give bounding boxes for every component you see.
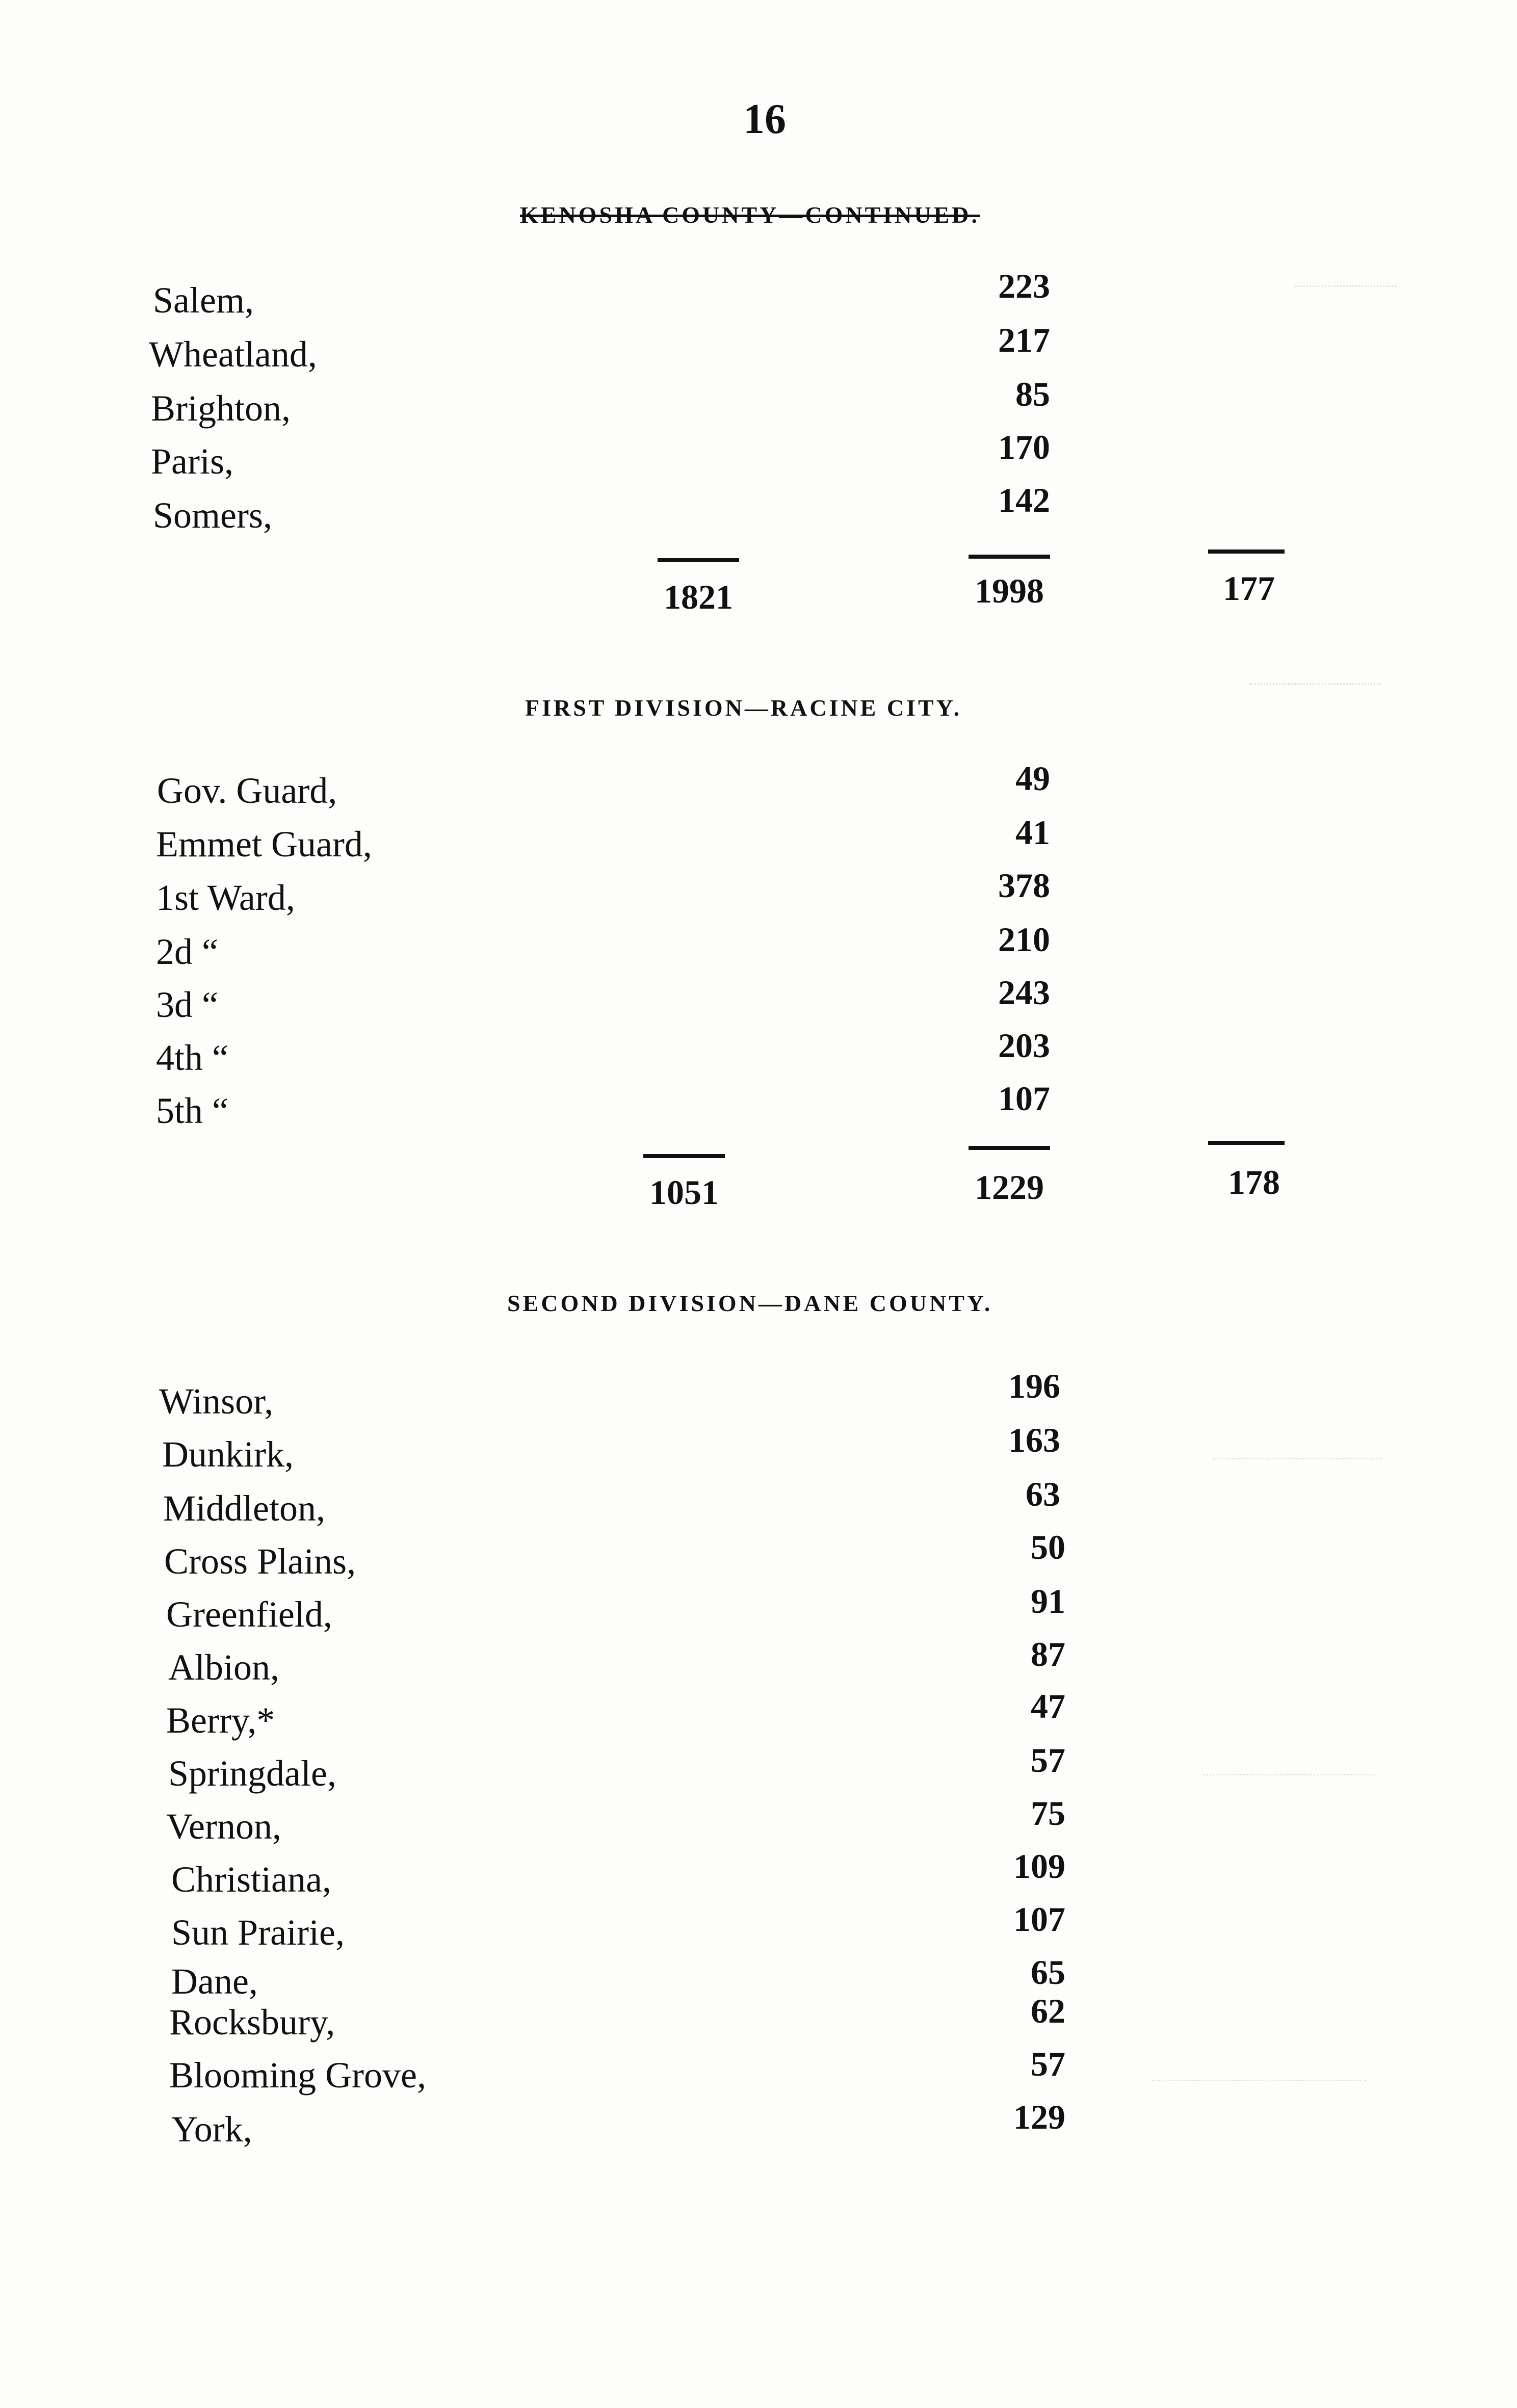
ward-value: 41 [1015,813,1050,852]
town-name: Winsor, [159,1381,274,1422]
bleed-through-mark [1249,652,1381,685]
town-name: Salem, [153,280,254,321]
bleed-through-mark [1203,1743,1376,1775]
town-value: 163 [1008,1421,1060,1459]
total-value: 1998 [975,571,1044,610]
town-value: 223 [998,267,1050,305]
town-name: Brighton, [151,388,291,429]
bleed-through-mark [1213,1427,1381,1459]
town-value: 57 [1031,2045,1065,2083]
town-name: Vernon, [166,1806,281,1847]
total-value: 178 [1228,1163,1280,1201]
ward-name: 3d “ [156,984,218,1025]
ward-name: Emmet Guard, [156,824,372,865]
total-value: 177 [1223,569,1275,608]
town-name: Christiana, [171,1859,331,1900]
ward-name: Gov. Guard, [157,770,337,811]
town-value: 91 [1031,1582,1065,1620]
town-value: 62 [1031,1992,1065,2030]
town-name: Albion, [168,1647,280,1688]
ward-value: 243 [998,973,1050,1012]
town-name: Berry,* [166,1700,275,1741]
town-value: 142 [998,481,1050,519]
town-value: 63 [1026,1475,1060,1513]
town-value: 47 [1031,1687,1065,1725]
ward-name: 2d “ [156,931,218,972]
town-name: Dunkirk, [162,1434,294,1475]
town-name: Wheatland, [149,334,317,375]
town-name: Middleton, [163,1488,325,1529]
town-name: Rocksbury, [169,2002,335,2043]
total-rule [969,555,1050,559]
town-value: 85 [1015,375,1050,413]
town-value: 217 [998,321,1050,359]
town-value: 129 [1013,2098,1065,2136]
town-value: 196 [1008,1367,1060,1405]
town-name: York, [171,2109,252,2150]
town-name: Greenfield, [166,1594,332,1635]
town-value: 109 [1013,1847,1065,1886]
section-heading-racine: FIRST DIVISION—RACINE CITY. [525,695,962,721]
town-name: Sun Prairie, [171,1912,345,1953]
ward-value: 210 [998,920,1050,959]
total-value: 1821 [664,578,733,616]
town-name: Cross Plains, [164,1541,356,1582]
total-rule [969,1146,1050,1150]
total-rule [1208,1141,1285,1145]
ward-value: 378 [998,866,1050,905]
town-name: Dane, [171,1961,258,2002]
ward-name: 1st Ward, [156,877,295,918]
town-value: 170 [998,428,1050,466]
total-rule [658,558,739,562]
town-name: Somers, [153,495,272,536]
section-heading-kenosha: KENOSHA COUNTY—CONTINUED. [520,202,980,228]
ward-value: 107 [998,1079,1050,1118]
total-rule [643,1154,725,1158]
total-value: 1051 [649,1173,719,1212]
town-name: Blooming Grove, [169,2055,426,2096]
town-name: Springdale, [168,1753,336,1794]
section-heading-dane: SECOND DIVISION—DANE COUNTY. [507,1290,993,1316]
page-number: 16 [743,95,786,143]
total-value: 1229 [975,1168,1044,1207]
town-value: 50 [1031,1528,1065,1566]
ward-value: 49 [1015,759,1050,798]
town-value: 107 [1013,1900,1065,1939]
ward-name: 4th “ [156,1037,228,1078]
town-value: 75 [1031,1794,1065,1833]
ward-value: 203 [998,1026,1050,1065]
bleed-through-mark [1152,2049,1366,2081]
town-value: 65 [1031,1953,1065,1992]
bleed-through-mark [1295,255,1397,287]
town-value: 87 [1031,1635,1065,1673]
ward-name: 5th “ [156,1090,228,1131]
town-value: 57 [1031,1741,1065,1779]
total-rule [1208,549,1285,554]
town-name: Paris, [151,441,233,482]
